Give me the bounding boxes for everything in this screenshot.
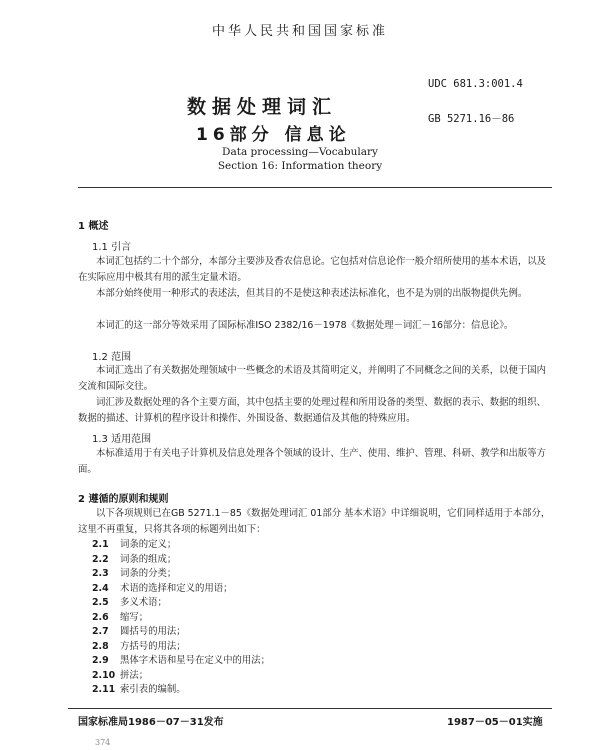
rule-item-number: 2.9 [92,655,109,666]
rule-item-text: 索引表的编制。 [120,684,186,695]
issue-date: 国家标准局1986－07－31发布 [78,717,224,728]
rule-item-text: 圆括号的用法； [120,626,186,637]
effective-date: 1987－05－01实施 [447,717,543,728]
rule-item-text: 拼法； [120,669,149,681]
rule-item [92,667,148,681]
udc-code: UDC 681.3:001.4 [428,78,523,90]
gb-number: GB 5271.16－86 [428,113,515,125]
rule-item [92,681,186,695]
rule-item-text: 词条的定义； [120,539,177,550]
rule-item-text: 词条的组成； [120,553,177,565]
rule-item [92,594,167,608]
paragraph-applicability: 本标准适用于有关电子计算机及信息处理各个领域的设计、生产、使用、维护、管理、科研、教学和出版等方面。 [78,448,547,475]
rule-item-number: 2.1 [92,539,109,550]
section-1-1-heading: 1.1 引言 [92,242,132,253]
document-title: 数据处理词汇 [187,96,338,118]
paragraph-intro-2: 本部分始终使用一种形式的表述法，但其目的不是使这种表述法标准化，也不是为别的出版物提供先例。 [96,288,528,299]
paragraph-intro-3: 本词汇的这一部分等效采用了国际标准ISO 2382/16－1978《数据处理－词汇－16部分：信息论》。 [96,320,514,331]
rule-item [92,638,186,652]
rule-item [92,536,176,550]
rule-item-text: 词条的分类； [120,568,177,579]
paragraph-rules-intro: 以下各项规则已在GB 5271.1－85《数据处理词汇 01部分 基本术语》中详细说明，它们同样适用于本部分，这里不再重复，只将其各项的标题列出如下： [78,508,551,535]
rule-item-number: 2.8 [92,640,109,652]
rule-item-number: 2.10 [92,669,116,681]
section-1-3-heading: 1.3 适用范围 [92,434,152,445]
rule-item [92,623,186,637]
section-2-heading: 2 遵循的原则和规则 [78,494,169,505]
rule-item-text: 缩写； [120,611,149,623]
rule-item-text: 多义术语； [120,597,167,608]
rule-item-text: 术语的选择和定义的用语； [120,582,233,594]
rule-item-number: 2.4 [92,582,109,594]
standard-org-heading: 中华人民共和国国家标准 [211,24,388,39]
footer-rule [68,708,552,709]
rule-item [92,609,148,623]
rule-item-text: 方括号的用法； [120,640,186,652]
paragraph-intro-1: 本词汇包括约二十个部分，本部分主要涉及香农信息论。它包括对信息论作一般介绍所使用的基本术语，以及在实际应用中极其有用的派生定量术语。 [78,256,547,283]
english-title: Data processing—Vocabulary [222,146,378,158]
rule-item [92,551,176,565]
section-1-heading: 1 概述 [78,221,109,232]
paragraph-scope-1: 本词汇选出了有关数据处理领域中一些概念的术语及其简明定义，并阐明了不同概念之间的关系，以便于国内交流和国际交往。 [78,365,547,392]
rule-item [92,580,233,594]
rule-item-number: 2.5 [92,597,109,608]
rule-item-number: 2.2 [92,553,109,565]
rule-item-number: 2.6 [92,611,109,623]
page-number: 374 [95,738,111,747]
rule-item [92,565,176,579]
rule-item [92,652,270,666]
paragraph-scope-2: 词汇涉及数据处理的各个主要方面，其中包括主要的处理过程和所用设备的类型、数据的表示、数据的组织、数据的描述、计算机的程序设计和操作、外围设备、数据通信及其他的特殊应用。 [78,397,547,424]
section-1-2-heading: 1.2 范围 [92,352,132,363]
rule-item-number: 2.3 [92,568,109,579]
header-rule [78,187,552,188]
rule-item-number: 2.11 [92,684,116,695]
rule-item-number: 2.7 [92,626,109,637]
document-subtitle: 16部分 信息论 [196,125,351,145]
rule-item-text: 黑体字术语和星号在定义中的用法； [120,655,271,666]
english-subtitle: Section 16: Information theory [217,160,383,172]
